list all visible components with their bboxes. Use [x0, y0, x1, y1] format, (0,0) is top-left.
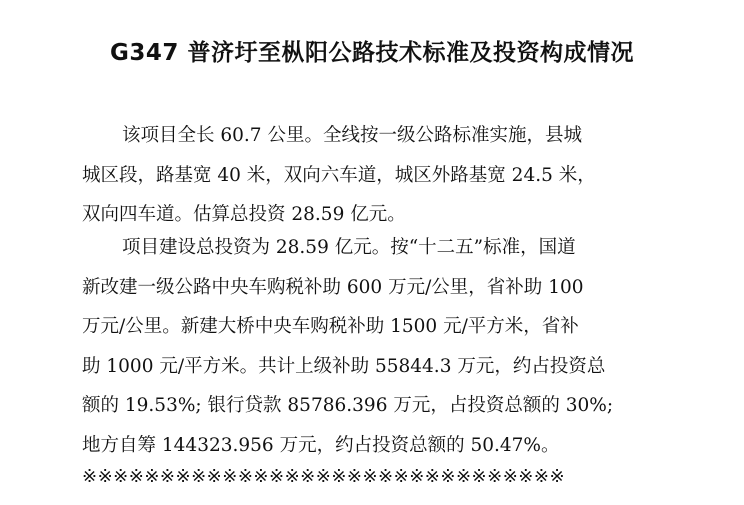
paragraph-line: 新改建一级公路中央车购税补助 600 万元/公里，省补助 100 — [82, 276, 584, 298]
paragraph-line: 项目建设总投资为 28.59 亿元。按“十二五”标准，国道 — [122, 237, 576, 258]
paragraph-line: 地方自筹 144323.956 万元，约占投资总额的 50.47%。 — [82, 434, 560, 456]
paragraph-line: 双向四车道。估算总投资 28.59 亿元。 — [82, 204, 406, 225]
document-title: G347 普济圩至枞阳公路技术标准及投资构成情况 — [110, 40, 634, 66]
paragraph-line: 城区段，路基宽 40 米，双向六车道，城区外路基宽 24.5 米， — [82, 164, 596, 186]
paragraph-line: 助 1000 元/平方米。共计上级补助 55844.3 万元，约占投资总 — [82, 355, 606, 377]
paragraph-line: 该项目全长 60.7 公里。全线按一级公路标准实施，县城 — [122, 125, 582, 146]
paragraph-length-standard — [82, 116, 672, 235]
paragraph-line: 额的 19.53%; 银行贷款 85786.396 万元，占投资总额的 30%; — [82, 395, 614, 416]
section-divider: ※※※※※※※※※※※※※※※※※※※※※※※※※※※※※※※ — [82, 466, 566, 487]
paragraph-line: 万元/公里。新建大桥中央车购税补助 1500 元/平方米，省补 — [82, 316, 579, 337]
paragraph-investment — [82, 228, 672, 465]
